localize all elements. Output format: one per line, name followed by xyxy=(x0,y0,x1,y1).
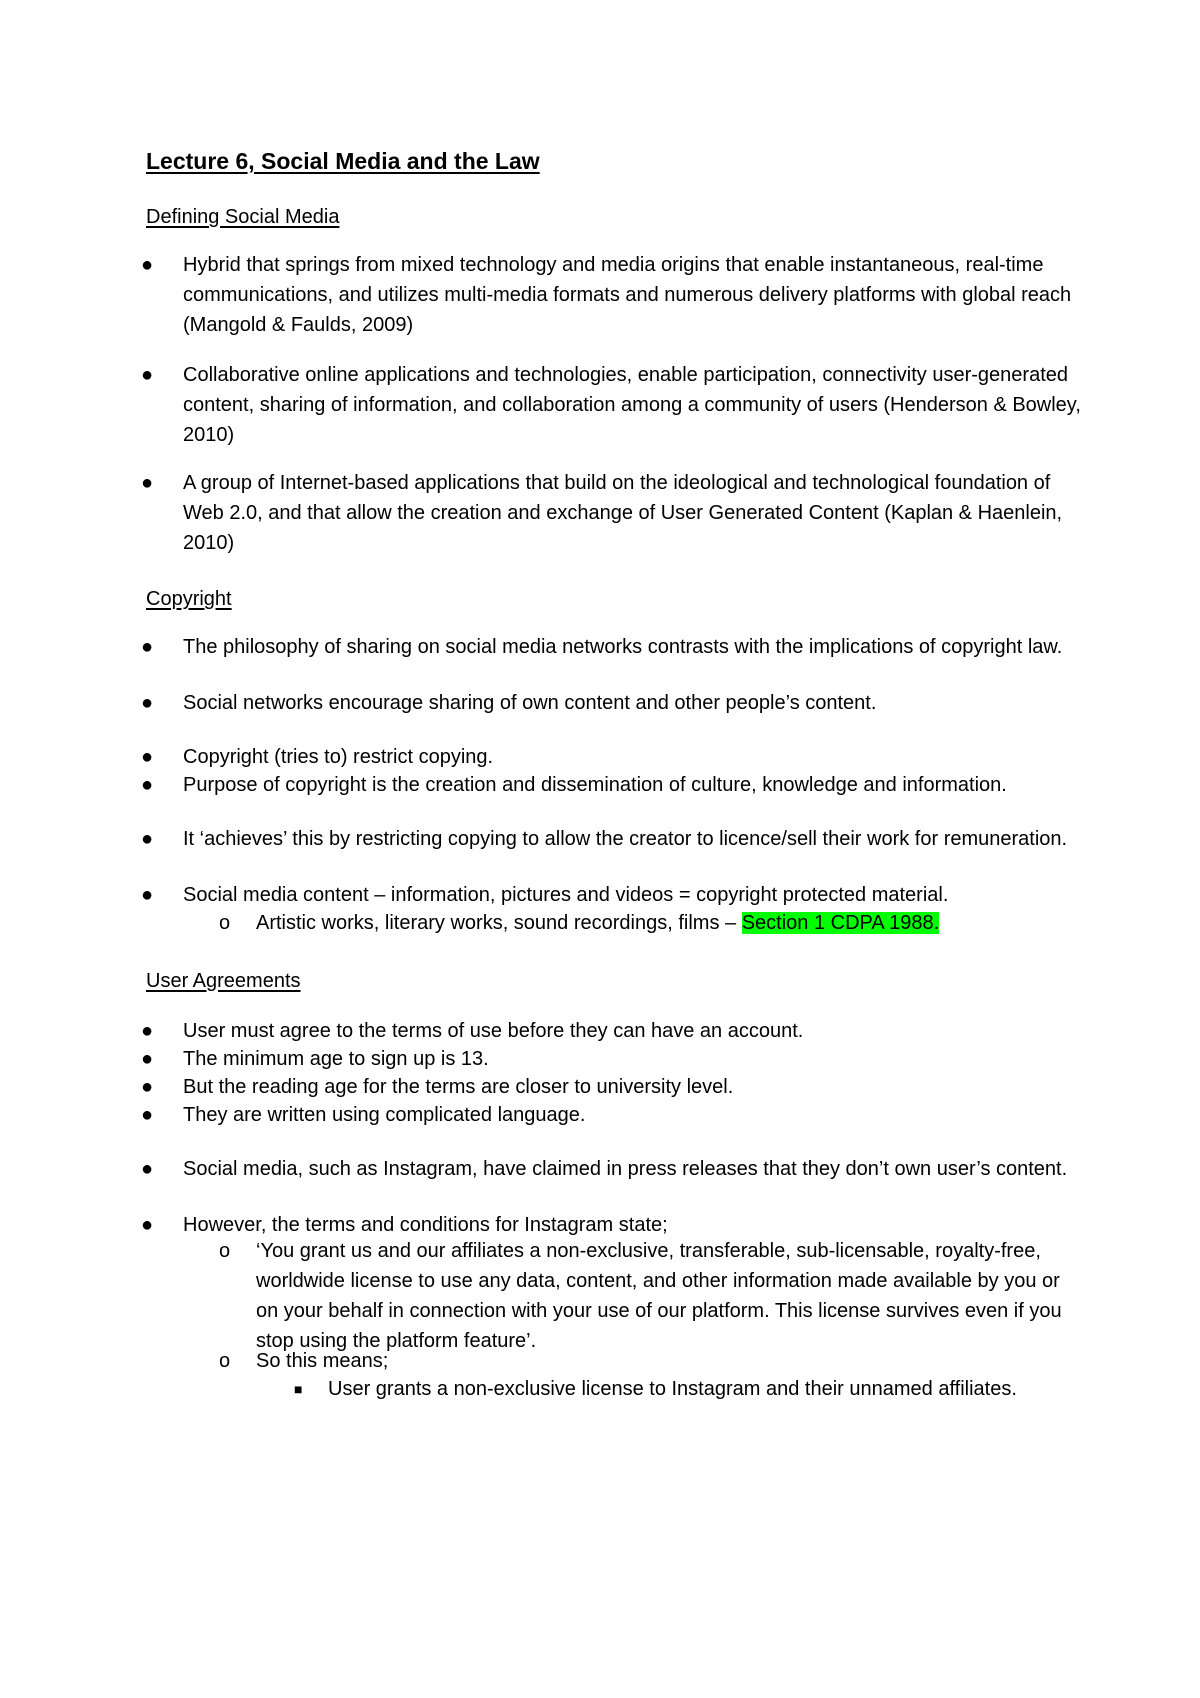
list-item xyxy=(141,1072,1083,1102)
bullet-marker: ● xyxy=(141,1048,154,1070)
list-item xyxy=(141,1100,1083,1130)
list-item xyxy=(141,1044,1083,1074)
list-item xyxy=(141,250,1083,340)
sub-bullet-marker: o xyxy=(219,1350,231,1372)
list-item-text: Social media content – information, pictures and videos = copyright protected material. xyxy=(183,884,949,906)
list-item xyxy=(141,360,1083,450)
list-item xyxy=(141,824,1083,854)
list-item-text: However, the terms and conditions for Instagram state; xyxy=(183,1214,668,1236)
list-item-text: But the reading age for the terms are closer to university level. xyxy=(183,1076,734,1098)
list-item xyxy=(141,632,1083,662)
bullet-marker: ● xyxy=(141,746,154,768)
bullet-marker: ● xyxy=(141,884,154,906)
bullet-marker: ● xyxy=(141,1158,154,1180)
bullet-marker: ● xyxy=(141,828,154,850)
bullet-marker: ● xyxy=(141,1076,154,1098)
list-item-text: Hybrid that springs from mixed technology and media origins that enable instantaneous, real-time communications, and utilizes multi-media formats and numerous delivery platforms with global reach (Mangold & Faulds, 2009) xyxy=(183,254,1072,336)
sub-sub-list-item xyxy=(294,1374,1088,1404)
section-heading-user-agreements: User Agreements xyxy=(146,970,301,992)
list-item-text: Purpose of copyright is the creation and dissemination of culture, knowledge and information. xyxy=(183,774,1007,796)
bullet-marker: ● xyxy=(141,364,154,386)
section-heading-defining-social-media: Defining Social Media xyxy=(146,206,340,228)
list-item-text: They are written using complicated language. xyxy=(183,1104,586,1126)
list-item-text: It ‘achieves’ this by restricting copying to allow the creator to licence/sell their work for remuneration. xyxy=(183,828,1068,850)
list-item-text: A group of Internet-based applications that build on the ideological and technological foundation of Web 2.0, and that allow the creation and exchange of User Generated Content (Kaplan & Haenlein, 2010) xyxy=(183,472,1063,554)
list-item xyxy=(141,1154,1083,1184)
document-title: Lecture 6, Social Media and the Law xyxy=(146,148,540,174)
sub-bullet-marker: o xyxy=(219,912,231,934)
list-item-text: The minimum age to sign up is 13. xyxy=(183,1048,489,1070)
list-item xyxy=(141,468,1083,558)
list-item xyxy=(141,688,1083,718)
list-item-text: Copyright (tries to) restrict copying. xyxy=(183,746,494,768)
sub-list-item-text: Artistic works, literary works, sound recordings, films – xyxy=(256,912,742,934)
bullet-marker: ● xyxy=(141,1020,154,1042)
sub-list-item xyxy=(219,1346,1086,1376)
list-item xyxy=(141,770,1083,800)
square-bullet-marker: ■ xyxy=(294,1381,303,1397)
bullet-marker: ● xyxy=(141,472,154,494)
bullet-marker: ● xyxy=(141,1104,154,1126)
bullet-marker: ● xyxy=(141,636,154,658)
list-item-text: The philosophy of sharing on social media networks contrasts with the implications of copyright law. xyxy=(183,636,1063,658)
sub-list-item-text: ‘You grant us and our affiliates a non-exclusive, transferable, sub-licensable, royalty-free, worldwide license to use any data, content, and other information made available by you or on your behalf in connection with your use of our platform. This license survives even if you stop using the platform feature’. xyxy=(256,1240,1062,1352)
bullet-marker: ● xyxy=(141,774,154,796)
sub-list-item xyxy=(219,908,1086,938)
list-item xyxy=(141,1016,1083,1046)
sub-list-item-text: So this means; xyxy=(256,1350,389,1372)
sub-list-item xyxy=(219,1236,1086,1356)
list-item-text: Social networks encourage sharing of own content and other people’s content. xyxy=(183,692,877,714)
list-item-text: Collaborative online applications and technologies, enable participation, connectivity user-generated content, sharing of information, and collaboration among a community of users (Henderson & Bowley, 2010) xyxy=(183,364,1081,446)
list-item xyxy=(141,742,1083,772)
sub-sub-list-item-text: User grants a non-exclusive license to Instagram and their unnamed affiliates. xyxy=(328,1378,1017,1400)
bullet-marker: ● xyxy=(141,692,154,714)
sub-bullet-marker: o xyxy=(219,1240,231,1262)
list-item-text: User must agree to the terms of use before they can have an account. xyxy=(183,1020,804,1042)
bullet-marker: ● xyxy=(141,254,154,276)
list-item-text: Social media, such as Instagram, have claimed in press releases that they don’t own user’s content. xyxy=(183,1158,1068,1180)
list-item xyxy=(141,880,1083,910)
section-heading-copyright: Copyright xyxy=(146,588,232,610)
bullet-marker: ● xyxy=(141,1214,154,1236)
highlighted-citation: Section 1 CDPA 1988. xyxy=(741,912,940,934)
